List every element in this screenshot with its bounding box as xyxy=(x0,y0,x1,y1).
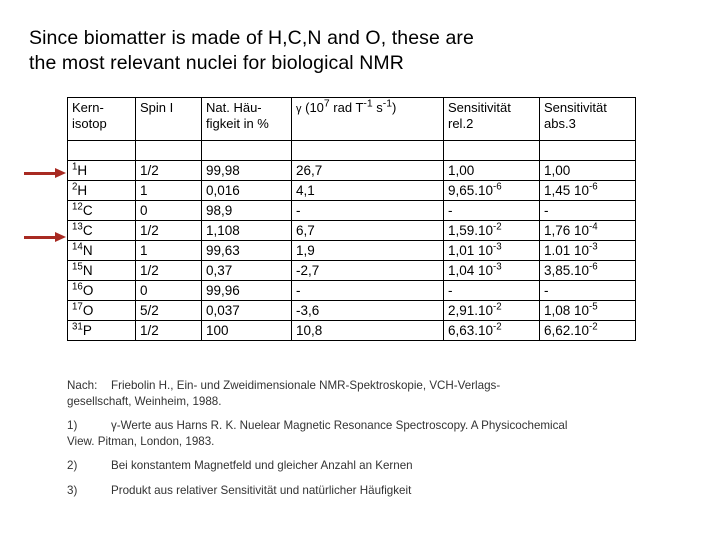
table-row xyxy=(68,221,636,241)
cell-spin: 1/2 xyxy=(136,221,202,241)
column-header-isotope-line1: Kern- xyxy=(72,100,104,115)
cell-sensitivity-relative xyxy=(444,281,540,301)
cell-sensitivity-absolute xyxy=(540,301,636,321)
cell-natural-abundance: 0,037 xyxy=(202,301,292,321)
isotope-mass-number: 1 xyxy=(72,161,78,173)
cell-sensitivity-absolute-mantissa: 1,45 10 xyxy=(544,183,590,198)
arrow-icon-hydrogen-1 xyxy=(24,168,67,180)
cell-spin: 1 xyxy=(136,241,202,261)
cell-sensitivity-absolute-mantissa: 3,85.10 xyxy=(544,263,590,278)
cell-sensitivity-relative-mantissa: 6,63.10 xyxy=(448,323,494,338)
isotope-mass-number: 14 xyxy=(72,241,83,253)
cell-gyromagnetic-ratio: 26,7 xyxy=(292,161,444,181)
cell-gyromagnetic-ratio: -2,7 xyxy=(292,261,444,281)
isotope-mass-number: 17 xyxy=(72,301,83,313)
arrow-icon-carbon-13 xyxy=(24,232,67,244)
cell-natural-abundance: 99,96 xyxy=(202,281,292,301)
cell-gyromagnetic-ratio: - xyxy=(292,281,444,301)
gamma-exp-t: -1 xyxy=(363,98,373,110)
cell-spin: 1/2 xyxy=(136,161,202,181)
footnote-3 xyxy=(67,483,667,499)
footnote-1-line1 xyxy=(67,418,667,434)
cell-sensitivity-relative xyxy=(444,261,540,281)
isotope-element-symbol: H xyxy=(77,163,88,178)
footnote-citation-line1 xyxy=(67,378,667,394)
cell-isotope xyxy=(68,261,136,281)
isotope-mass-number: 15 xyxy=(72,261,83,273)
table-row xyxy=(68,301,636,321)
cell-sensitivity-relative-exponent: -2 xyxy=(493,221,502,233)
cell-sensitivity-absolute-mantissa: 1,76 10 xyxy=(544,223,590,238)
footnote-1-marker: 1) xyxy=(67,419,78,432)
cell-gyromagnetic-ratio: 4,1 xyxy=(292,181,444,201)
cell-sensitivity-relative-mantissa: - xyxy=(448,203,453,218)
cell-spin: 1 xyxy=(136,181,202,201)
gamma-symbol: γ xyxy=(296,103,302,115)
cell-spin: 1/2 xyxy=(136,261,202,281)
sens-abs-line1: Sensitivität xyxy=(544,100,607,115)
table-row xyxy=(68,241,636,261)
cell-sensitivity-absolute-mantissa: - xyxy=(544,203,549,218)
isotope-element-symbol: P xyxy=(82,323,92,338)
isotope-element-symbol: C xyxy=(82,203,93,218)
footnote-2 xyxy=(67,458,667,474)
footnote-citation-line2: gesellschaft, Weinheim, 1988. xyxy=(67,394,222,408)
cell-sensitivity-relative xyxy=(444,181,540,201)
cell-isotope xyxy=(68,161,136,181)
cell-sensitivity-absolute-exponent: -4 xyxy=(589,221,598,233)
cell-gyromagnetic-ratio: -3,6 xyxy=(292,301,444,321)
cell-sensitivity-relative-mantissa: 2,91.10 xyxy=(448,303,494,318)
arrow-head xyxy=(55,232,66,242)
gamma-exp-7: 7 xyxy=(323,98,330,110)
sens-rel-line1: Sensitivität xyxy=(448,100,511,115)
cell-sensitivity-relative xyxy=(444,321,540,341)
isotope-mass-number: 12 xyxy=(72,201,83,213)
sens-rel-line2: rel. xyxy=(448,116,467,131)
page-title xyxy=(29,26,689,76)
isotope-element-symbol: C xyxy=(82,223,93,238)
cell-natural-abundance: 99,98 xyxy=(202,161,292,181)
footnote-3-text: Produkt aus relativer Sensitivität und natürlicher Häufigkeit xyxy=(111,483,412,497)
cell-natural-abundance: 99,63 xyxy=(202,241,292,261)
cell-natural-abundance: 0,016 xyxy=(202,181,292,201)
table-spacer-row xyxy=(68,141,636,161)
cell-isotope xyxy=(68,221,136,241)
cell-sensitivity-relative xyxy=(444,161,540,181)
isotope-element-symbol: N xyxy=(82,243,93,258)
cell-sensitivity-absolute-exponent: -6 xyxy=(589,261,598,273)
cell-spin: 5/2 xyxy=(136,301,202,321)
cell-sensitivity-relative-mantissa: 1,59.10 xyxy=(448,223,494,238)
footnote-2-text: Bei konstantem Magnetfeld und gleicher Anzahl an Kernen xyxy=(111,459,413,472)
column-header-nat-line1: Nat. Häu- xyxy=(206,100,262,115)
arrow-shaft xyxy=(24,236,57,239)
sens-abs-footnote-marker: 3 xyxy=(568,116,576,131)
isotope-element-symbol: H xyxy=(77,183,88,198)
cell-sensitivity-relative xyxy=(444,301,540,321)
column-header-sensitivity-absolute xyxy=(540,98,636,141)
column-header-nat-line2: figkeit in % xyxy=(206,116,269,131)
footnote-1-text1: γ-Werte aus Harns R. K. Nuelear Magnetic Resonance Spectroscopy. A Physicochemical xyxy=(111,419,568,432)
footnote-citation-text1: Friebolin H., Ein- und Zweidimensionale NMR-Spektroskopie, VCH-Verlags- xyxy=(111,379,501,392)
table-header xyxy=(68,98,636,141)
table-row xyxy=(68,321,636,341)
arrow-shaft xyxy=(24,172,57,175)
cell-spin: 0 xyxy=(136,281,202,301)
cell-sensitivity-absolute xyxy=(540,261,636,281)
cell-spin: 1/2 xyxy=(136,321,202,341)
cell-natural-abundance: 98,9 xyxy=(202,201,292,221)
gamma-exp-s: -1 xyxy=(382,98,393,110)
isotope-element-symbol: N xyxy=(82,263,93,278)
column-header-isotope-line2: isotop xyxy=(72,116,107,131)
gamma-mid2: s xyxy=(372,100,383,115)
cell-natural-abundance: 1,108 xyxy=(202,221,292,241)
table-body xyxy=(68,141,636,341)
column-header-isotope xyxy=(68,98,136,141)
cell-sensitivity-absolute xyxy=(540,221,636,241)
cell-sensitivity-absolute xyxy=(540,321,636,341)
footnote-citation xyxy=(67,378,667,409)
cell-gyromagnetic-ratio: - xyxy=(292,201,444,221)
cell-sensitivity-relative xyxy=(444,241,540,261)
cell-sensitivity-relative xyxy=(444,221,540,241)
arrow-head xyxy=(55,168,66,178)
cell-sensitivity-relative-mantissa: 1,00 xyxy=(448,163,475,178)
cell-isotope xyxy=(68,241,136,261)
table-row xyxy=(68,261,636,281)
cell-sensitivity-relative-mantissa: 9,65.10 xyxy=(448,183,494,198)
column-header-gyromagnetic-ratio xyxy=(292,98,444,141)
footnote-1 xyxy=(67,418,667,449)
cell-sensitivity-relative-exponent: -2 xyxy=(493,321,502,333)
nmr-isotope-table xyxy=(67,97,636,341)
isotope-element-symbol: O xyxy=(82,283,94,298)
cell-sensitivity-absolute-mantissa: 1,00 xyxy=(544,163,571,178)
cell-sensitivity-absolute xyxy=(540,201,636,221)
footnote-2-marker: 2) xyxy=(67,459,78,472)
cell-isotope xyxy=(68,181,136,201)
gamma-end: ) xyxy=(392,100,397,115)
page-title-line-1: Since biomatter is made of H,C,N and O, these are xyxy=(29,27,474,49)
sens-rel-footnote-marker: 2 xyxy=(466,116,474,131)
cell-sensitivity-relative-exponent: -3 xyxy=(493,261,502,273)
page-title-line-2: the most relevant nuclei for biological NMR xyxy=(29,52,404,74)
footnotes xyxy=(67,378,667,507)
isotope-mass-number: 16 xyxy=(72,281,83,293)
cell-gyromagnetic-ratio: 6,7 xyxy=(292,221,444,241)
table-row xyxy=(68,201,636,221)
isotope-element-symbol: O xyxy=(82,303,94,318)
cell-sensitivity-absolute-exponent: -2 xyxy=(589,321,598,333)
cell-spin: 0 xyxy=(136,201,202,221)
cell-sensitivity-absolute xyxy=(540,241,636,261)
cell-sensitivity-absolute-mantissa: 1,08 10 xyxy=(544,303,590,318)
cell-sensitivity-relative-exponent: -6 xyxy=(493,181,502,193)
cell-isotope xyxy=(68,201,136,221)
footnote-3-marker: 3) xyxy=(67,483,78,497)
cell-sensitivity-absolute-exponent: -6 xyxy=(589,181,598,193)
cell-sensitivity-absolute-mantissa: 6,62.10 xyxy=(544,323,590,338)
table-row xyxy=(68,161,636,181)
cell-sensitivity-absolute xyxy=(540,161,636,181)
cell-natural-abundance: 100 xyxy=(202,321,292,341)
footnote-1-text2: View. Pitman, London, 1983. xyxy=(67,434,215,448)
column-header-sensitivity-relative xyxy=(444,98,540,141)
footnote-citation-label: Nach: xyxy=(67,379,98,392)
cell-sensitivity-relative-exponent: -3 xyxy=(493,241,502,253)
table-row xyxy=(68,281,636,301)
column-header-spin: Spin I xyxy=(136,98,202,141)
cell-sensitivity-relative-mantissa: - xyxy=(448,283,453,298)
gamma-mid: rad T xyxy=(329,100,364,115)
cell-isotope xyxy=(68,321,136,341)
table-row xyxy=(68,181,636,201)
cell-sensitivity-relative-exponent: -2 xyxy=(493,301,502,313)
cell-sensitivity-absolute xyxy=(540,181,636,201)
cell-natural-abundance: 0,37 xyxy=(202,261,292,281)
sens-abs-line2: abs. xyxy=(544,116,569,131)
cell-sensitivity-relative-mantissa: 1,01 10 xyxy=(448,243,494,258)
cell-sensitivity-relative xyxy=(444,201,540,221)
column-header-natural-abundance xyxy=(202,98,292,141)
cell-gyromagnetic-ratio: 10,8 xyxy=(292,321,444,341)
isotope-mass-number: 13 xyxy=(72,221,83,233)
gamma-rest: (10 xyxy=(301,100,324,115)
table-header-row xyxy=(68,98,636,141)
cell-sensitivity-absolute-exponent: -3 xyxy=(589,241,598,253)
cell-sensitivity-absolute-exponent: -5 xyxy=(589,301,598,313)
cell-isotope xyxy=(68,301,136,321)
isotope-mass-number: 31 xyxy=(72,321,83,333)
cell-sensitivity-absolute xyxy=(540,281,636,301)
cell-gyromagnetic-ratio: 1,9 xyxy=(292,241,444,261)
cell-sensitivity-relative-mantissa: 1,04 10 xyxy=(448,263,494,278)
cell-sensitivity-absolute-mantissa: - xyxy=(544,283,549,298)
cell-sensitivity-absolute-mantissa: 1.01 10 xyxy=(544,243,590,258)
cell-isotope xyxy=(68,281,136,301)
isotope-mass-number: 2 xyxy=(72,181,78,193)
